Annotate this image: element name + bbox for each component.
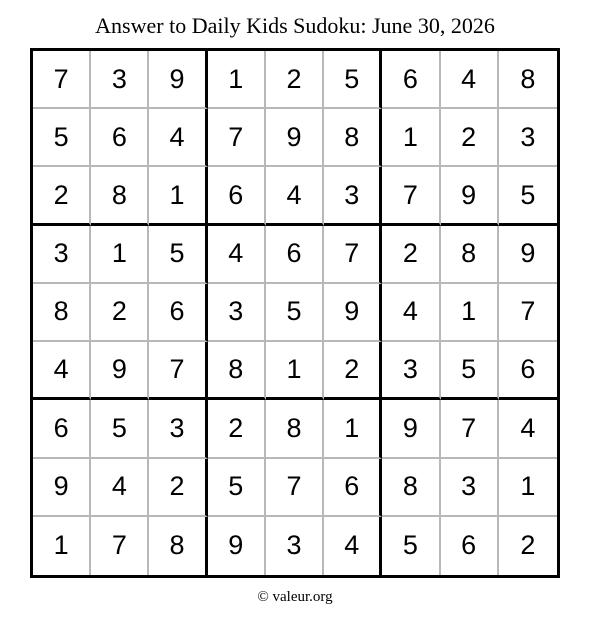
- sudoku-cell: 6: [91, 109, 149, 167]
- sudoku-cell: 1: [499, 459, 557, 517]
- sudoku-cell: 9: [441, 167, 499, 225]
- sudoku-cell: 6: [324, 459, 382, 517]
- sudoku-cell: 1: [324, 400, 382, 458]
- sudoku-cell: 6: [441, 517, 499, 575]
- sudoku-cell: 3: [324, 167, 382, 225]
- sudoku-cell: 3: [441, 459, 499, 517]
- sudoku-cell: 2: [91, 284, 149, 342]
- sudoku-cell: 3: [266, 517, 324, 575]
- sudoku-cell: 1: [91, 226, 149, 284]
- sudoku-cell: 9: [208, 517, 266, 575]
- sudoku-cell: 5: [266, 284, 324, 342]
- sudoku-cell: 8: [149, 517, 207, 575]
- sudoku-cell: 9: [33, 459, 91, 517]
- sudoku-cell: 2: [149, 459, 207, 517]
- sudoku-cell: 5: [324, 51, 382, 109]
- sudoku-cell: 8: [382, 459, 440, 517]
- sudoku-cell: 8: [91, 167, 149, 225]
- puzzle-title: Answer to Daily Kids Sudoku: June 30, 2026: [95, 13, 495, 38]
- sudoku-cell: 5: [149, 226, 207, 284]
- sudoku-cell: 3: [91, 51, 149, 109]
- sudoku-cell: 3: [33, 226, 91, 284]
- sudoku-cell: 3: [499, 109, 557, 167]
- sudoku-cell: 6: [208, 167, 266, 225]
- sudoku-cell: 3: [382, 342, 440, 400]
- sudoku-cell: 7: [33, 51, 91, 109]
- sudoku-cell: 8: [266, 400, 324, 458]
- sudoku-cell: 4: [33, 342, 91, 400]
- sudoku-cell: 2: [441, 109, 499, 167]
- sudoku-cell: 6: [382, 51, 440, 109]
- sudoku-cell: 5: [382, 517, 440, 575]
- sudoku-cell: 4: [149, 109, 207, 167]
- sudoku-cell: 9: [149, 51, 207, 109]
- sudoku-cell: 7: [208, 109, 266, 167]
- sudoku-cell: 9: [382, 400, 440, 458]
- sudoku-cell: 8: [324, 109, 382, 167]
- sudoku-cell: 8: [499, 51, 557, 109]
- sudoku-cell: 8: [441, 226, 499, 284]
- sudoku-cell: 2: [266, 51, 324, 109]
- sudoku-cell: 1: [149, 167, 207, 225]
- sudoku-cell: 6: [149, 284, 207, 342]
- sudoku-cell: 4: [91, 459, 149, 517]
- sudoku-cell: 2: [324, 342, 382, 400]
- sudoku-cell: 5: [441, 342, 499, 400]
- sudoku-cell: 6: [499, 342, 557, 400]
- sudoku-cell: 1: [266, 342, 324, 400]
- sudoku-cell: 1: [208, 51, 266, 109]
- sudoku-cell: 4: [499, 400, 557, 458]
- sudoku-cell: 9: [266, 109, 324, 167]
- sudoku-cell: 9: [91, 342, 149, 400]
- sudoku-cell: 9: [499, 226, 557, 284]
- sudoku-cell: 9: [324, 284, 382, 342]
- sudoku-cell: 2: [33, 167, 91, 225]
- sudoku-cell: 1: [33, 517, 91, 575]
- sudoku-board: [30, 48, 560, 578]
- sudoku-cell: 5: [91, 400, 149, 458]
- sudoku-cell: 2: [208, 400, 266, 458]
- sudoku-cell: 6: [33, 400, 91, 458]
- sudoku-cell: 7: [149, 342, 207, 400]
- sudoku-cell: 5: [499, 167, 557, 225]
- sudoku-cell: 7: [91, 517, 149, 575]
- sudoku-cell: 5: [208, 459, 266, 517]
- sudoku-cell: 7: [441, 400, 499, 458]
- sudoku-cell: 1: [441, 284, 499, 342]
- sudoku-cell: 3: [208, 284, 266, 342]
- sudoku-cell: 4: [324, 517, 382, 575]
- sudoku-cell: 8: [33, 284, 91, 342]
- copyright-footer: © valeur.org: [257, 589, 333, 605]
- sudoku-cell: 4: [208, 226, 266, 284]
- sudoku-cell: 2: [382, 226, 440, 284]
- sudoku-cell: 2: [520, 530, 536, 561]
- sudoku-cell: 1: [382, 109, 440, 167]
- sudoku-cell: 4: [382, 284, 440, 342]
- sudoku-cell: 5: [33, 109, 91, 167]
- sudoku-cell: 7: [499, 284, 557, 342]
- sudoku-cell: 3: [149, 400, 207, 458]
- sudoku-cell: 7: [382, 167, 440, 225]
- sudoku-cell: 8: [208, 342, 266, 400]
- sudoku-cell: 4: [266, 167, 324, 225]
- sudoku-cell: 6: [266, 226, 324, 284]
- sudoku-cell: 7: [266, 459, 324, 517]
- sudoku-cell: 4: [441, 51, 499, 109]
- sudoku-cell: 7: [324, 226, 382, 284]
